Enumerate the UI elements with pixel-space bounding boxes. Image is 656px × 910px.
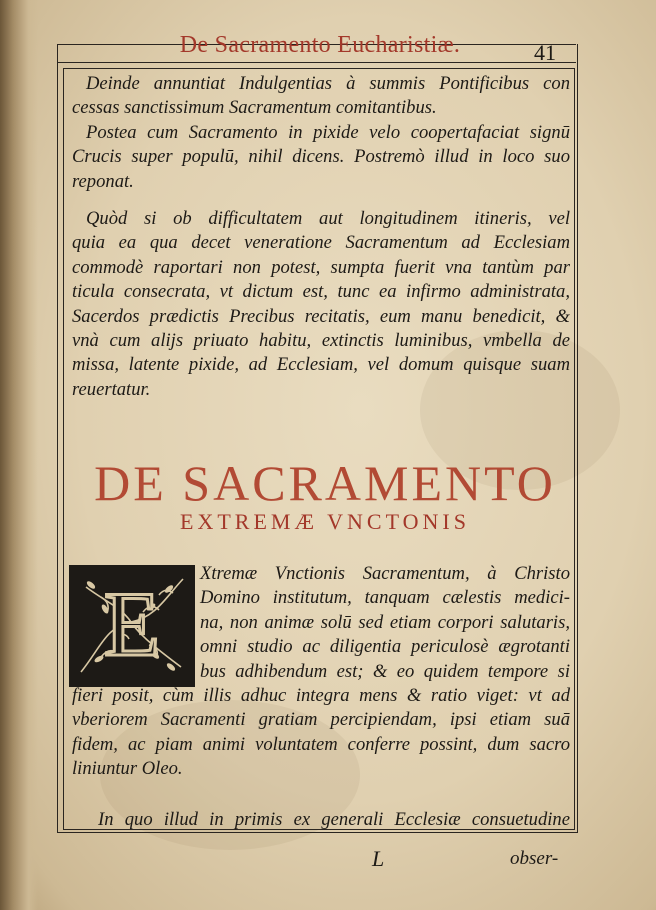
catchword: obser- <box>510 848 559 869</box>
text-line: na, non animæ solū sed etiam corpori salutaris, <box>200 611 570 633</box>
decorated-initial-e <box>69 565 195 687</box>
header-rule <box>58 62 576 63</box>
text-line: Crucis super populū, nihil dicens. Postremò illud in loco suo <box>72 146 570 168</box>
text-line: bus adhibendum est; & eo quidem tempore si <box>200 660 570 682</box>
paragraph-difficulty <box>72 207 570 402</box>
text-line: commodè raportari non potest, sumpta fuerit vna tantùm par <box>72 256 570 278</box>
text-line: Quòd si ob difficultatem aut longitudinem itineris, vel <box>86 208 570 229</box>
text-line: vberiorem Sacramenti gratiam percipiendam, ipsi etiam suā <box>72 709 570 731</box>
paragraph-in-quo <box>72 808 570 832</box>
text-line: reponat. <box>72 170 134 192</box>
section-subtitle: EXTREMÆ VNCTONIS <box>180 509 470 534</box>
text-line: ticula consecrata, vt dictum est, tunc ea infirmo administrata, <box>72 281 570 303</box>
outer-right-rule <box>577 44 578 832</box>
initial-letter: E <box>103 573 161 675</box>
text-line: In quo illud in primis ex generali Ecclesiæ consuetudine <box>98 809 570 830</box>
text-line: vnà cum alijs priuato habitu, extinctis luminibus, vmbella de <box>72 330 570 352</box>
signature-mark: L <box>372 846 385 871</box>
text-line: omni studio ac diligentia periculosè ægrotanti <box>200 636 570 658</box>
text-line: Postea cum Sacramento in pixide velo coopertafaciat signū <box>86 122 570 143</box>
paragraph-blessing <box>72 121 570 194</box>
text-line: cessas sanctissimum Sacramentum comitantibus. <box>72 97 437 119</box>
outer-left-rule <box>57 44 58 832</box>
text-line: reuertatur. <box>72 378 151 400</box>
text-line: fieri posit, cùm illis adhuc integra mens & ratio viget: vt ad <box>72 685 570 706</box>
text-line: Xtremæ Vnctionis Sacramentum, à Christo <box>200 563 570 584</box>
text-line: missa, latente pixide, ad Ecclesiam, vel domum quisque suam <box>72 354 570 376</box>
floral-ornament-icon <box>71 567 193 685</box>
text-line: quia ea qua decet veneratione Sacramentum ad Ecclesiam <box>72 232 570 254</box>
section-title: DE SACRAMENTO <box>94 455 556 511</box>
book-gutter <box>0 0 38 910</box>
paragraph-extreme-unction-continued <box>72 684 570 782</box>
text-line: fidem, ac piam animi voluntatem conferre possint, dum sacro <box>72 733 570 755</box>
paragraph-indulgences <box>72 72 570 121</box>
paragraph-extreme-unction-opening <box>200 562 570 684</box>
text-line: Deinde annuntiat Indulgentias à summis Pontificibus con <box>86 73 570 94</box>
running-head: De Sacramento Eucharistiæ. <box>179 32 461 58</box>
text-line: liniuntur Oleo. <box>72 758 183 780</box>
text-line: Sacerdos prædictis Precibus recitatis, eum manu benedicit, & <box>72 305 570 327</box>
page-number: 41 <box>534 40 556 65</box>
text-line: Domino institutum, tanquam cælestis medici- <box>200 587 570 609</box>
